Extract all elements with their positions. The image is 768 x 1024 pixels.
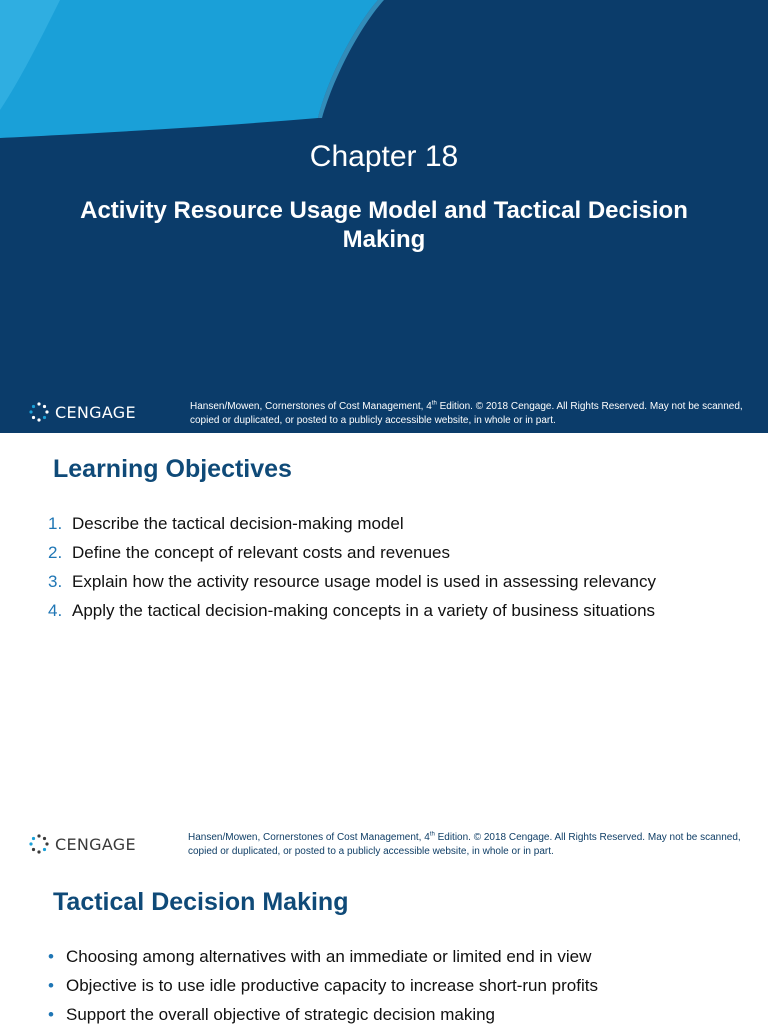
list-item-text: Explain how the activity resource usage model is used in assessing relevancy: [72, 572, 656, 591]
list-item: [48, 600, 688, 621]
learning-objectives-slide: [0, 433, 768, 866]
list-item-text: Objective is to use idle productive capacity to increase short-run profits: [66, 976, 598, 995]
copyright-text-end: Edition. © 2018 Cengage. All Rights Reserved. May not be scanned, copied or duplicated, or posted to a publicly accessible website, in whole or in part.: [188, 832, 741, 857]
cengage-logo-icon: [28, 833, 50, 855]
list-number: 3.: [48, 572, 63, 591]
bullet-icon: •: [48, 976, 54, 995]
copyright-text-start: Hansen/Mowen, Cornerstones of Cost Management, 4: [188, 832, 430, 843]
chapter-subtitle: Activity Resource Usage Model and Tactical Decision Making: [80, 197, 688, 253]
bullet-list: [48, 946, 728, 1024]
slide-heading: Learning Objectives: [53, 455, 292, 483]
bullet-icon: •: [48, 1005, 54, 1024]
chapter-title: Chapter 18: [309, 140, 459, 173]
copyright-notice: [190, 400, 745, 428]
copyright-text-end: Edition. © 2018 Cengage. All Rights Reserved. May not be scanned, copied or duplicated, or posted to a publicly accessible website, in whole or in part.: [190, 401, 743, 426]
list-item: [48, 571, 688, 592]
slide-heading: Tactical Decision Making: [53, 888, 349, 916]
list-item-text: Apply the tactical decision-making concepts in a variety of business situations: [72, 601, 656, 620]
bullet-icon: •: [48, 947, 54, 966]
cengage-logo: [28, 401, 136, 423]
objectives-list: [48, 513, 688, 629]
list-item-text: Describe the tactical decision-making model: [72, 514, 404, 533]
list-number: 2.: [48, 543, 63, 562]
cengage-logo-text: CENGAGE: [55, 402, 136, 422]
copyright-superscript: th: [429, 831, 435, 838]
cengage-logo-icon: [28, 401, 50, 423]
list-item-text: Define the concept of relevant costs and revenues: [72, 543, 451, 562]
copyright-superscript: th: [431, 400, 437, 407]
list-item: [48, 946, 728, 967]
tactical-decision-slide: [0, 866, 768, 1024]
title-slide: [0, 0, 768, 433]
list-item: [48, 513, 688, 534]
copyright-notice: [188, 831, 753, 859]
list-item-text: Support the overall objective of strategic decision making: [66, 1005, 496, 1024]
list-number: 1.: [48, 514, 63, 533]
list-item: [48, 975, 728, 996]
list-item: [48, 1004, 728, 1024]
cengage-logo-text: CENGAGE: [55, 834, 136, 854]
copyright-text-start: Hansen/Mowen, Cornerstones of Cost Management, 4: [190, 401, 432, 412]
list-item-text: Choosing among alternatives with an immediate or limited end in view: [66, 947, 592, 966]
cengage-logo: [28, 833, 136, 855]
list-number: 4.: [48, 601, 63, 620]
list-item: [48, 542, 688, 563]
